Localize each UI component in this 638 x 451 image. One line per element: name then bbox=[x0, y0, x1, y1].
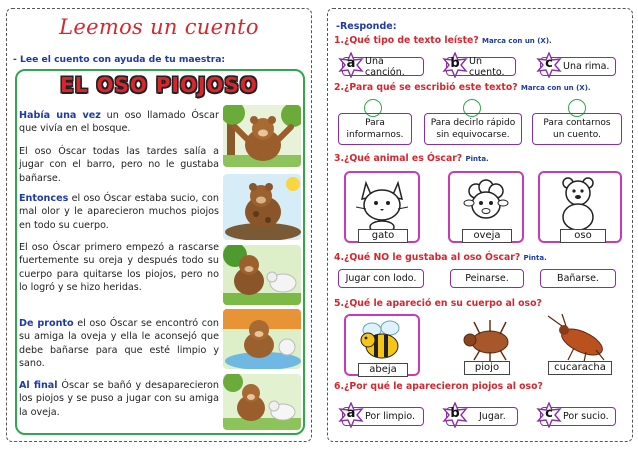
story-paragraph-1: Había una vez un oso llamado Óscar que vivía en el bosque. bbox=[19, 110, 219, 135]
q5-option-bee[interactable] bbox=[344, 314, 420, 376]
story-paragraph-4: El oso Óscar primero empezó a rascarse fuertemente su oreja y después todo su cuerpo para quitarse los piojos, pero no lo logró y se hizo heridas. bbox=[19, 242, 219, 294]
story-title: EL OSO PIOJOSO bbox=[60, 73, 258, 97]
louse-icon bbox=[450, 314, 524, 364]
q6-option-c[interactable]: c Por sucio. bbox=[540, 407, 616, 426]
star-c-icon: c bbox=[536, 52, 562, 78]
q4-option-1[interactable]: Jugar con lodo. bbox=[338, 269, 424, 288]
q3-label-sheep: oveja bbox=[462, 229, 512, 243]
star-a-icon: a bbox=[338, 402, 364, 428]
q2-option-1[interactable]: Para informarnos. bbox=[338, 113, 412, 145]
question-6: 6.¿Por qué le aparecieron piojos al oso? bbox=[334, 381, 543, 392]
q5-label-cockroach: cucaracha bbox=[548, 361, 612, 375]
q5-label-louse: piojo bbox=[464, 361, 510, 375]
story-paragraph-5: De pronto el oso Óscar se encontró con su amiga la oveja y ella le aconsejó que debe bañarse para que esté limpio y sano. bbox=[19, 318, 219, 370]
question-1: 1.¿Qué tipo de texto leíste? Marca con un (X). bbox=[334, 35, 552, 46]
q5-label-bee: abeja bbox=[358, 363, 408, 377]
question-5: 5.¿Qué le apareció en su cuerpo al oso? bbox=[334, 298, 542, 309]
reading-instruction: - Lee el cuento con ayuda de tu maestra: bbox=[13, 54, 226, 65]
bear-forest-illustration bbox=[223, 105, 301, 167]
q3-label-cat: gato bbox=[358, 229, 408, 243]
q4-option-2[interactable]: Peinarse. bbox=[450, 269, 524, 288]
q3-option-sheep[interactable] bbox=[448, 171, 524, 243]
star-c-icon: c bbox=[536, 402, 562, 428]
bear-bathing-illustration bbox=[223, 309, 301, 369]
questions-page bbox=[327, 8, 633, 442]
responde-heading: -Responde: bbox=[336, 21, 397, 32]
star-b-icon: b bbox=[442, 52, 468, 78]
star-a-icon: a bbox=[338, 52, 364, 78]
q6-option-a[interactable]: a Por limpio. bbox=[342, 407, 424, 426]
story-page bbox=[6, 8, 312, 442]
q4-option-3[interactable]: Bañarse. bbox=[540, 269, 616, 288]
q3-option-cat[interactable] bbox=[344, 171, 420, 243]
q1-option-c[interactable]: c Una rima. bbox=[540, 57, 616, 76]
sheep-icon bbox=[450, 173, 522, 231]
q1-option-b[interactable]: b Un cuento. bbox=[446, 57, 516, 76]
q3-option-bear[interactable] bbox=[538, 171, 622, 243]
q2-option-2[interactable]: Para decirlo rápido sin equivocarse. bbox=[424, 113, 522, 145]
bear-scratching-illustration bbox=[223, 245, 301, 305]
story-paragraph-6: Al final Óscar se bañó y desaparecieron los piojos y se puso a jugar con su amiga la oveja. bbox=[19, 380, 219, 418]
bear-mud-illustration bbox=[223, 174, 301, 240]
page-title: Leemos un cuento bbox=[59, 15, 259, 39]
q1-option-a[interactable]: a Una canción. bbox=[342, 57, 424, 76]
q6-option-b[interactable]: b Jugar. bbox=[446, 407, 518, 426]
story-paragraph-3: Entonces el oso Óscar estaba sucio, con mal olor y le aparecieron muchos piojos en todo su cuerpo. bbox=[19, 193, 219, 231]
q5-option-cockroach[interactable] bbox=[538, 314, 622, 376]
q2-option-3[interactable]: Para contarnos un cuento. bbox=[532, 113, 622, 145]
bear-and-sheep-illustration bbox=[223, 374, 301, 430]
story-paragraph-2: El oso Óscar todas las tardes salía a jugar con el barro, pero no le gustaba bañarse. bbox=[19, 146, 219, 184]
q3-label-bear: oso bbox=[560, 229, 606, 243]
question-3: 3.¿Qué animal es Óscar? Pinta. bbox=[334, 153, 489, 164]
cockroach-icon bbox=[538, 314, 622, 364]
cat-icon bbox=[346, 173, 418, 231]
q5-option-louse[interactable] bbox=[450, 314, 524, 376]
bear-icon bbox=[540, 173, 620, 231]
question-4: 4.¿Qué NO le gustaba al oso Óscar? Pinta. bbox=[334, 252, 547, 263]
star-b-icon: b bbox=[442, 402, 468, 428]
question-2: 2.¿Para qué se escribió este texto? Marca con un (X). bbox=[334, 82, 591, 93]
bee-icon bbox=[346, 316, 418, 366]
